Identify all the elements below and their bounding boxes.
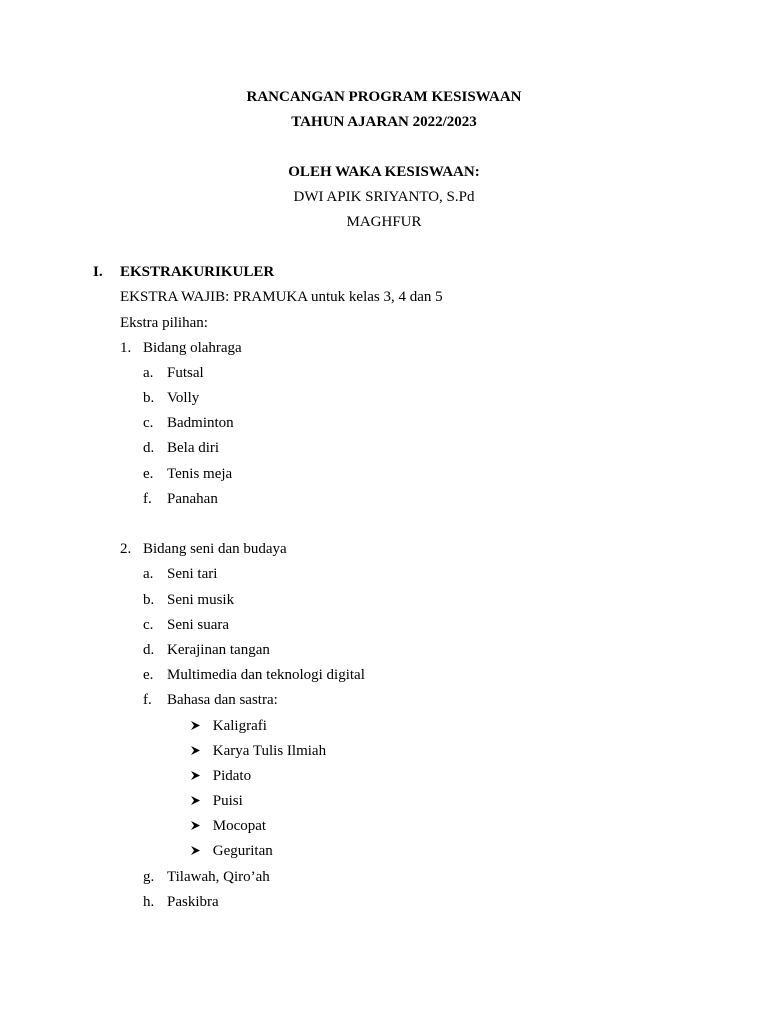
list-item: Panahan [167,491,218,507]
author-name-2: MAGHFUR [346,214,422,230]
arrow-bullet-icon [190,770,201,781]
list-marker: e. [143,466,154,482]
list-item: Multimedia dan teknologi digital [167,667,365,683]
document-title: RANCANGAN PROGRAM KESISWAAN [246,89,522,105]
sub-list-item [190,717,267,735]
list-item: Tenis meja [167,466,233,482]
list-item: Badminton [167,415,234,431]
sub-list-label: Puisi [212,793,243,809]
academic-year: TAHUN AJARAN 2022/2023 [291,114,477,130]
list-marker: a. [143,365,154,381]
sub-list-item [190,817,266,835]
sub-list-item [190,792,243,810]
list-item: Tilawah, Qiro’ah [167,869,270,885]
sub-list-label: Pidato [212,768,252,784]
group-title: Bidang seni dan budaya [143,541,287,557]
list-marker: d. [143,642,155,658]
section-number: I. [93,264,103,280]
arrow-bullet-icon [190,795,201,806]
list-marker: b. [143,592,155,608]
sub-list-item [190,742,326,760]
arrow-bullet-icon [190,820,201,831]
arrow-bullet-icon [190,745,201,756]
group-number: 2. [120,541,132,557]
section-title: EKSTRAKURIKULER [120,264,275,280]
list-marker: h. [143,894,155,910]
list-marker: d. [143,440,155,456]
author-label: OLEH WAKA KESISWAAN: [288,164,480,180]
list-marker: g. [143,869,155,885]
sub-list-label: Karya Tulis Ilmiah [212,743,327,759]
sub-list-label: Mocopat [212,818,267,834]
list-item: Seni tari [167,566,218,582]
author-name-1: DWI APIK SRIYANTO, S.Pd [293,189,475,205]
list-marker: a. [143,566,154,582]
list-item: Paskibra [167,894,219,910]
list-item: Seni suara [167,617,230,633]
list-item: Bahasa dan sastra: [167,692,278,708]
list-marker: b. [143,390,155,406]
list-item: Futsal [167,365,204,381]
sub-list-label: Geguritan [212,843,273,859]
sub-list-item [190,767,251,785]
group-title: Bidang olahraga [143,340,242,356]
list-item: Bela diri [167,440,220,456]
list-marker: c. [143,617,154,633]
sub-list-label: Kaligrafi [212,718,267,734]
list-marker: f. [143,692,152,708]
sub-list-item [190,842,273,860]
list-item: Kerajinan tangan [167,642,270,658]
list-marker: c. [143,415,154,431]
arrow-bullet-icon [190,720,201,731]
list-item: Volly [167,390,200,406]
list-item: Seni musik [167,592,235,608]
elective-label: Ekstra pilihan: [120,315,208,331]
arrow-bullet-icon [190,845,201,856]
list-marker: e. [143,667,154,683]
mandatory-extracurricular: EKSTRA WAJIB: PRAMUKA untuk kelas 3, 4 dan 5 [120,289,443,305]
group-number: 1. [120,340,132,356]
list-marker: f. [143,491,152,507]
